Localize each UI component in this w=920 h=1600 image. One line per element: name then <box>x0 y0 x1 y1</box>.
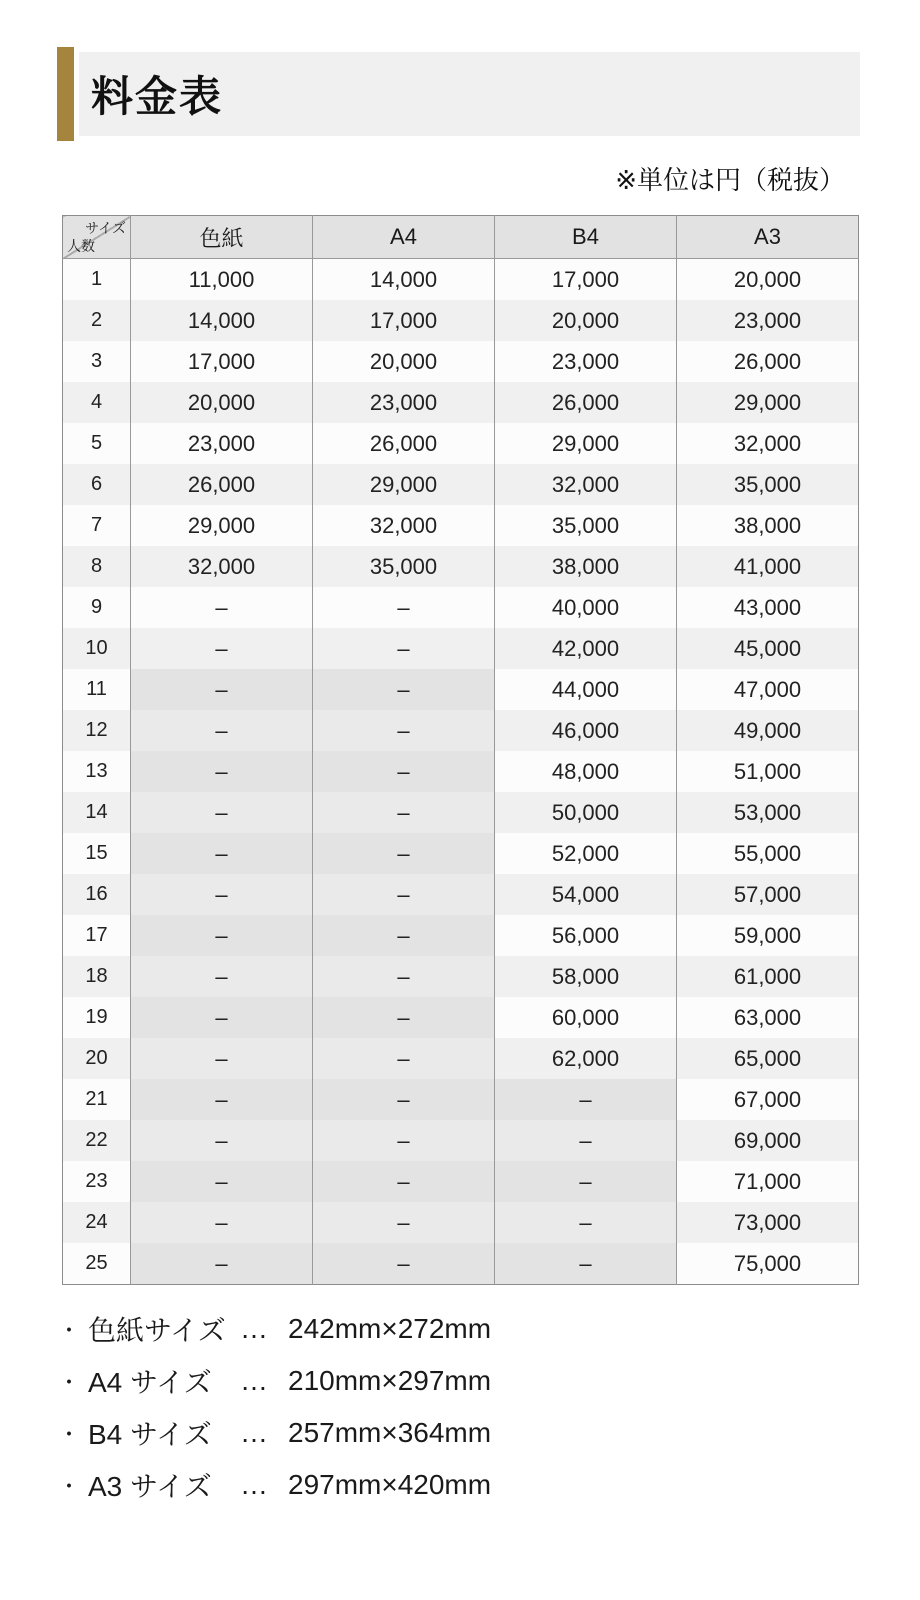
price-cell: 26,000 <box>131 464 313 505</box>
price-cell: 52,000 <box>495 833 677 874</box>
row-number-cell: 22 <box>63 1120 131 1161</box>
price-cell: – <box>313 1038 495 1079</box>
size-note-dimensions: 297mm×420mm <box>288 1469 492 1500</box>
page-title: 料金表 <box>91 73 224 120</box>
price-cell: 38,000 <box>495 546 677 587</box>
price-cell: 32,000 <box>677 423 859 464</box>
table-row <box>63 587 859 628</box>
price-cell: 17,000 <box>313 300 495 341</box>
row-number-cell: 10 <box>63 628 131 669</box>
table-row <box>63 1120 859 1161</box>
price-cell: 44,000 <box>495 669 677 710</box>
price-cell: – <box>313 710 495 751</box>
size-note-dimensions: 210mm×297mm <box>288 1365 492 1396</box>
price-cell: – <box>495 1243 677 1285</box>
row-number-cell: 19 <box>63 997 131 1038</box>
size-note-dimensions: 257mm×364mm <box>288 1417 492 1448</box>
price-cell: 54,000 <box>495 874 677 915</box>
price-cell: – <box>313 1202 495 1243</box>
bullet-icon: ・ <box>58 1317 81 1343</box>
row-number-cell: 11 <box>63 669 131 710</box>
table-row <box>63 546 859 587</box>
size-note-dots: … <box>240 1469 268 1500</box>
corner-label-size: サイズ <box>85 220 126 236</box>
row-number-cell: 25 <box>63 1243 131 1285</box>
page-header <box>57 47 860 141</box>
price-cell: – <box>313 956 495 997</box>
price-cell: 11,000 <box>131 259 313 301</box>
row-number-cell: 23 <box>63 1161 131 1202</box>
price-cell: 17,000 <box>495 259 677 301</box>
row-number-cell: 3 <box>63 341 131 382</box>
price-cell: 55,000 <box>677 833 859 874</box>
price-cell: – <box>131 915 313 956</box>
price-cell: 26,000 <box>495 382 677 423</box>
price-cell: – <box>131 669 313 710</box>
table-row <box>63 1161 859 1202</box>
price-cell: – <box>495 1202 677 1243</box>
size-note-dots: … <box>240 1365 268 1396</box>
price-cell: – <box>313 751 495 792</box>
price-cell: 69,000 <box>677 1120 859 1161</box>
price-cell: – <box>495 1161 677 1202</box>
price-cell: 67,000 <box>677 1079 859 1120</box>
size-note-label: B4 サイズ <box>88 1419 212 1450</box>
price-cell: – <box>313 587 495 628</box>
price-cell: 48,000 <box>495 751 677 792</box>
price-cell: 40,000 <box>495 587 677 628</box>
column-header-色紙: 色紙 <box>131 216 313 259</box>
bullet-icon: ・ <box>58 1473 81 1499</box>
corner-cell <box>63 216 131 259</box>
price-cell: – <box>131 587 313 628</box>
row-number-cell: 1 <box>63 259 131 301</box>
row-number-cell: 2 <box>63 300 131 341</box>
price-cell: 51,000 <box>677 751 859 792</box>
price-cell: 46,000 <box>495 710 677 751</box>
price-cell: – <box>313 997 495 1038</box>
price-cell: – <box>131 710 313 751</box>
price-cell: 14,000 <box>131 300 313 341</box>
table-row <box>63 792 859 833</box>
price-cell: 23,000 <box>495 341 677 382</box>
price-cell: – <box>495 1079 677 1120</box>
row-number-cell: 7 <box>63 505 131 546</box>
corner-label-people: 人数 <box>67 238 95 254</box>
price-cell: 53,000 <box>677 792 859 833</box>
price-cell: 75,000 <box>677 1243 859 1285</box>
price-table-body <box>63 259 859 1285</box>
row-number-cell: 4 <box>63 382 131 423</box>
price-cell: 58,000 <box>495 956 677 997</box>
table-row <box>63 915 859 956</box>
price-cell: 42,000 <box>495 628 677 669</box>
column-header-a4: A4 <box>313 216 495 259</box>
table-row <box>63 1202 859 1243</box>
price-cell: – <box>495 1120 677 1161</box>
price-table <box>62 215 859 1285</box>
price-cell: – <box>131 1202 313 1243</box>
price-cell: – <box>313 874 495 915</box>
table-row <box>63 833 859 874</box>
size-note-dimensions: 242mm×272mm <box>288 1313 492 1344</box>
price-cell: 56,000 <box>495 915 677 956</box>
row-number-cell: 12 <box>63 710 131 751</box>
table-row <box>63 997 859 1038</box>
title-strip <box>79 52 860 136</box>
table-row <box>63 628 859 669</box>
price-cell: – <box>313 669 495 710</box>
price-cell: 61,000 <box>677 956 859 997</box>
table-row <box>63 382 859 423</box>
size-note-label: A4 サイズ <box>88 1367 212 1398</box>
row-number-cell: 17 <box>63 915 131 956</box>
price-cell: 29,000 <box>313 464 495 505</box>
table-row <box>63 874 859 915</box>
row-number-cell: 20 <box>63 1038 131 1079</box>
price-cell: 14,000 <box>313 259 495 301</box>
size-notes <box>58 1303 878 1511</box>
table-row <box>63 710 859 751</box>
table-row <box>63 751 859 792</box>
size-note-line <box>58 1355 878 1407</box>
price-cell: 20,000 <box>313 341 495 382</box>
price-cell: 62,000 <box>495 1038 677 1079</box>
row-number-cell: 5 <box>63 423 131 464</box>
price-cell: – <box>131 833 313 874</box>
column-header-b4: B4 <box>495 216 677 259</box>
price-cell: – <box>131 1161 313 1202</box>
bullet-icon: ・ <box>58 1421 81 1447</box>
price-cell: 26,000 <box>313 423 495 464</box>
table-header-row <box>63 216 859 259</box>
price-cell: 65,000 <box>677 1038 859 1079</box>
table-row <box>63 505 859 546</box>
price-cell: 23,000 <box>677 300 859 341</box>
price-cell: 43,000 <box>677 587 859 628</box>
price-cell: – <box>131 1120 313 1161</box>
size-note-line <box>58 1303 878 1355</box>
price-cell: 29,000 <box>677 382 859 423</box>
price-cell: – <box>131 874 313 915</box>
table-row <box>63 423 859 464</box>
row-number-cell: 8 <box>63 546 131 587</box>
price-cell: – <box>313 833 495 874</box>
price-cell: 29,000 <box>131 505 313 546</box>
price-cell: – <box>313 628 495 669</box>
price-cell: 71,000 <box>677 1161 859 1202</box>
row-number-cell: 21 <box>63 1079 131 1120</box>
price-cell: 59,000 <box>677 915 859 956</box>
price-cell: 20,000 <box>495 300 677 341</box>
column-header-a3: A3 <box>677 216 859 259</box>
price-cell: 29,000 <box>495 423 677 464</box>
price-cell: – <box>131 1038 313 1079</box>
row-number-cell: 9 <box>63 587 131 628</box>
price-cell: 23,000 <box>313 382 495 423</box>
price-cell: – <box>313 915 495 956</box>
size-note-line <box>58 1407 878 1459</box>
row-number-cell: 13 <box>63 751 131 792</box>
table-row <box>63 341 859 382</box>
price-cell: 17,000 <box>131 341 313 382</box>
price-cell: – <box>131 997 313 1038</box>
table-row <box>63 1038 859 1079</box>
row-number-cell: 14 <box>63 792 131 833</box>
price-cell: – <box>131 792 313 833</box>
price-table-head <box>63 216 859 259</box>
price-cell: – <box>313 1120 495 1161</box>
price-cell: – <box>313 1161 495 1202</box>
price-cell: 38,000 <box>677 505 859 546</box>
price-cell: 35,000 <box>495 505 677 546</box>
size-note-line <box>58 1459 878 1511</box>
price-cell: 49,000 <box>677 710 859 751</box>
price-cell: 26,000 <box>677 341 859 382</box>
row-number-cell: 6 <box>63 464 131 505</box>
row-number-cell: 15 <box>63 833 131 874</box>
size-note-label: 色紙サイズ <box>88 1315 226 1346</box>
unit-note: ※単位は円（税抜） <box>615 165 845 195</box>
price-cell: – <box>313 1079 495 1120</box>
price-cell: – <box>131 751 313 792</box>
price-cell: 47,000 <box>677 669 859 710</box>
price-cell: – <box>131 628 313 669</box>
table-row <box>63 1079 859 1120</box>
price-cell: 20,000 <box>677 259 859 301</box>
price-cell: 73,000 <box>677 1202 859 1243</box>
table-row <box>63 259 859 301</box>
table-row <box>63 464 859 505</box>
price-cell: 20,000 <box>131 382 313 423</box>
price-cell: 35,000 <box>313 546 495 587</box>
price-cell: 63,000 <box>677 997 859 1038</box>
row-number-cell: 24 <box>63 1202 131 1243</box>
price-cell: 50,000 <box>495 792 677 833</box>
price-cell: 32,000 <box>313 505 495 546</box>
size-note-label: A3 サイズ <box>88 1471 212 1502</box>
table-row <box>63 956 859 997</box>
row-number-cell: 16 <box>63 874 131 915</box>
table-row <box>63 669 859 710</box>
price-cell: – <box>131 1243 313 1285</box>
price-cell: 32,000 <box>495 464 677 505</box>
price-cell: – <box>131 956 313 997</box>
row-number-cell: 18 <box>63 956 131 997</box>
price-cell: 32,000 <box>131 546 313 587</box>
price-cell: – <box>313 792 495 833</box>
price-cell: 23,000 <box>131 423 313 464</box>
bullet-icon: ・ <box>58 1369 81 1395</box>
price-cell: – <box>313 1243 495 1285</box>
table-row <box>63 1243 859 1285</box>
price-cell: – <box>131 1079 313 1120</box>
size-note-dots: … <box>240 1417 268 1448</box>
price-cell: 45,000 <box>677 628 859 669</box>
price-cell: 35,000 <box>677 464 859 505</box>
accent-bar <box>57 47 74 141</box>
table-row <box>63 300 859 341</box>
price-cell: 57,000 <box>677 874 859 915</box>
size-note-dots: … <box>240 1313 268 1344</box>
price-cell: 60,000 <box>495 997 677 1038</box>
price-cell: 41,000 <box>677 546 859 587</box>
